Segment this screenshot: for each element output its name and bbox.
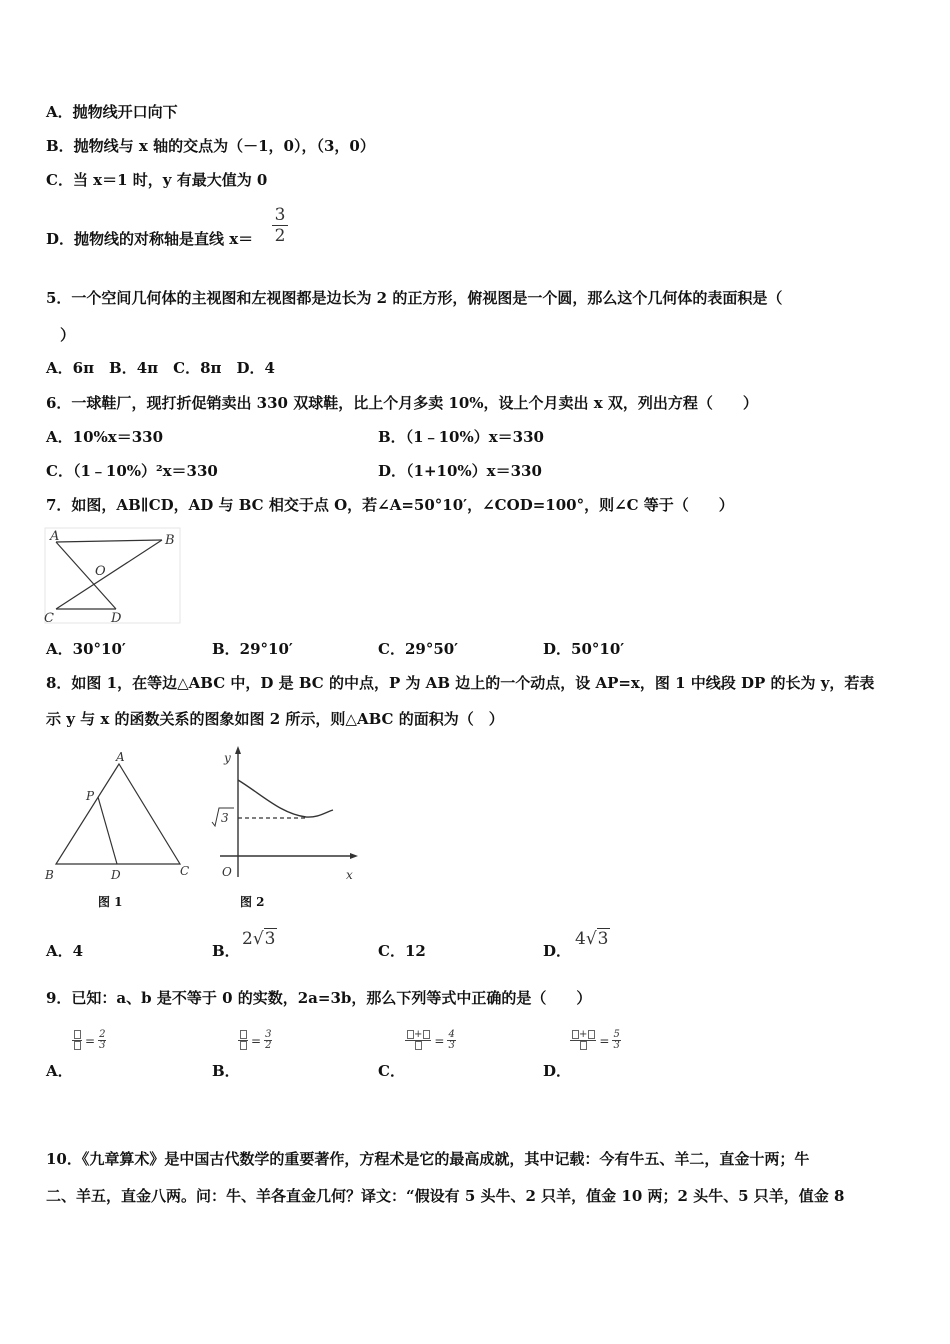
label-o: O bbox=[95, 564, 106, 579]
q9-option-d: D． bbox=[543, 1062, 572, 1080]
y-axis-arrow bbox=[235, 746, 241, 754]
rhs-fraction: $\frac{2}{3}$ bbox=[99, 1029, 106, 1051]
lhs-fraction bbox=[238, 1030, 248, 1051]
lhs-fraction: + bbox=[570, 1030, 596, 1051]
lhs-fraction bbox=[72, 1030, 82, 1051]
q7-option-b: B．29°10′ bbox=[212, 640, 293, 658]
coefficient: 4 bbox=[575, 929, 586, 949]
rhs-fraction: $\frac{5}{3}$ bbox=[613, 1029, 620, 1051]
lhs-fraction: + bbox=[405, 1030, 431, 1051]
q4-option-b: B．抛物线与 x 轴的交点为（－1，0），（3，0） bbox=[46, 137, 375, 155]
q4-option-c: C．当 x＝1 时，y 有最大值为 0 bbox=[46, 171, 268, 189]
q9-option-b-expression: = $\frac{3}{2}$ bbox=[238, 1030, 272, 1051]
segment-bc bbox=[56, 540, 162, 609]
q6-option-d: D．（1+10%）x＝330 bbox=[378, 462, 542, 480]
label-p: P bbox=[86, 789, 95, 803]
q9-stem: 9．已知：a、b 是不等于 0 的实数，2a=3b，那么下列等式中正确的是（ ） bbox=[46, 989, 592, 1007]
q8-figure-1 bbox=[40, 748, 200, 884]
q4-option-d: D．抛物线的对称轴是直线 x＝ bbox=[46, 230, 254, 248]
q10-stem-line2: 二、羊五，直金八两。问：牛、羊各直金几何？译文：“假设有 5 头牛、2 只羊，值金 10 两；2 头牛、5 只羊，值金 8 bbox=[46, 1187, 845, 1205]
q9-option-b: B． bbox=[212, 1062, 240, 1080]
triangle-abc bbox=[56, 764, 180, 864]
q4-option-a: A．抛物线开口向下 bbox=[46, 103, 178, 121]
radical-sign: √ bbox=[252, 929, 264, 949]
q6-stem: 6．一球鞋厂，现打折促销卖出 330 双球鞋，比上个月多卖 10%，设上个月卖出 x 双，列出方程（ ） bbox=[46, 394, 758, 412]
q9-option-a: A． bbox=[46, 1062, 73, 1080]
label-a: A bbox=[50, 529, 60, 544]
q8-option-d-value bbox=[575, 929, 610, 949]
q8-option-d: D． bbox=[543, 942, 572, 960]
label-c: C bbox=[180, 864, 190, 878]
q5-options: A．6π B．4π C．8π D．4 bbox=[46, 359, 275, 377]
q8-figure-1-caption: 图 1 bbox=[98, 895, 123, 909]
label-b: B bbox=[165, 533, 175, 548]
function-curve bbox=[238, 780, 333, 817]
q8-option-a: A．4 bbox=[46, 942, 84, 960]
q8-figure-2-caption: 图 2 bbox=[240, 895, 265, 909]
label-x: x bbox=[346, 868, 353, 882]
q7-option-c: C．29°50′ bbox=[378, 640, 459, 658]
q5-stem-line1: 5．一个空间几何体的主视图和左视图都是边长为 2 的正方形，俯视图是一个圆，那么这个几何体的表面积是（ bbox=[46, 289, 783, 307]
label-d: D bbox=[111, 611, 122, 625]
rhs-fraction: $\frac{3}{2}$ bbox=[265, 1029, 272, 1051]
q9-option-c-expression: + = $\frac{4}{3}$ bbox=[405, 1030, 456, 1051]
q8-stem-line1: 8．如图 1，在等边△ABC 中，D 是 BC 的中点，P 为 AB 边上的一个动点，设 AP=x，图 1 中线段 DP 的长为 y，若表 bbox=[46, 674, 875, 692]
q9-option-a-expression: = $\frac{2}{3}$ bbox=[72, 1030, 106, 1051]
x-axis-arrow bbox=[350, 853, 358, 859]
q8-option-b-value bbox=[242, 929, 277, 949]
q4-d-denominator: 2 bbox=[274, 226, 286, 246]
q7-option-a: A．30°10′ bbox=[46, 640, 126, 658]
q6-option-b: B．（1﹣10%）x＝330 bbox=[378, 428, 544, 446]
q6-option-a: A．10%x＝330 bbox=[46, 428, 164, 446]
q6-option-c: C．（1﹣10%）²x＝330 bbox=[46, 462, 218, 480]
segment-dp bbox=[98, 797, 117, 864]
segment-ab bbox=[56, 540, 162, 542]
q5-stem-line2: ） bbox=[60, 326, 76, 344]
label-a: A bbox=[116, 750, 125, 764]
label-o: O bbox=[222, 865, 232, 879]
q8-option-b: B． bbox=[212, 942, 240, 960]
label-b: B bbox=[45, 868, 54, 882]
radicand: 3 bbox=[597, 929, 609, 949]
q7-stem: 7．如图，AB∥CD，AD 与 BC 相交于点 O，若∠A=50°10′，∠COD=100°，则∠C 等于（ ） bbox=[46, 496, 734, 514]
radical-sign: √ bbox=[585, 929, 597, 949]
coefficient: 2 bbox=[242, 929, 253, 949]
q7-option-d: D．50°10′ bbox=[543, 640, 625, 658]
label-d: D bbox=[111, 868, 121, 882]
q10-stem-line1: 10．《九章算术》是中国古代数学的重要著作，方程术是它的最高成就，其中记载：今有牛五、羊二，直金十两；牛 bbox=[46, 1150, 810, 1168]
q8-figure-2 bbox=[206, 742, 366, 884]
rhs-fraction: $\frac{4}{3}$ bbox=[448, 1029, 455, 1051]
radicand: 3 bbox=[264, 929, 276, 949]
q8-stem-line2: 示 y 与 x 的函数关系的图象如图 2 所示，则△ABC 的面积为（ ） bbox=[46, 710, 504, 728]
q4-d-fraction bbox=[272, 205, 288, 246]
q9-option-d-expression: + = $\frac{5}{3}$ bbox=[570, 1030, 621, 1051]
q4-d-numerator: 3 bbox=[274, 205, 286, 225]
q7-figure bbox=[44, 527, 182, 625]
label-y: y bbox=[224, 751, 231, 765]
q8-option-c: C．12 bbox=[378, 942, 426, 960]
q9-option-c: C． bbox=[378, 1062, 405, 1080]
label-root-value: 3 bbox=[221, 811, 229, 825]
label-c: C bbox=[44, 611, 54, 625]
